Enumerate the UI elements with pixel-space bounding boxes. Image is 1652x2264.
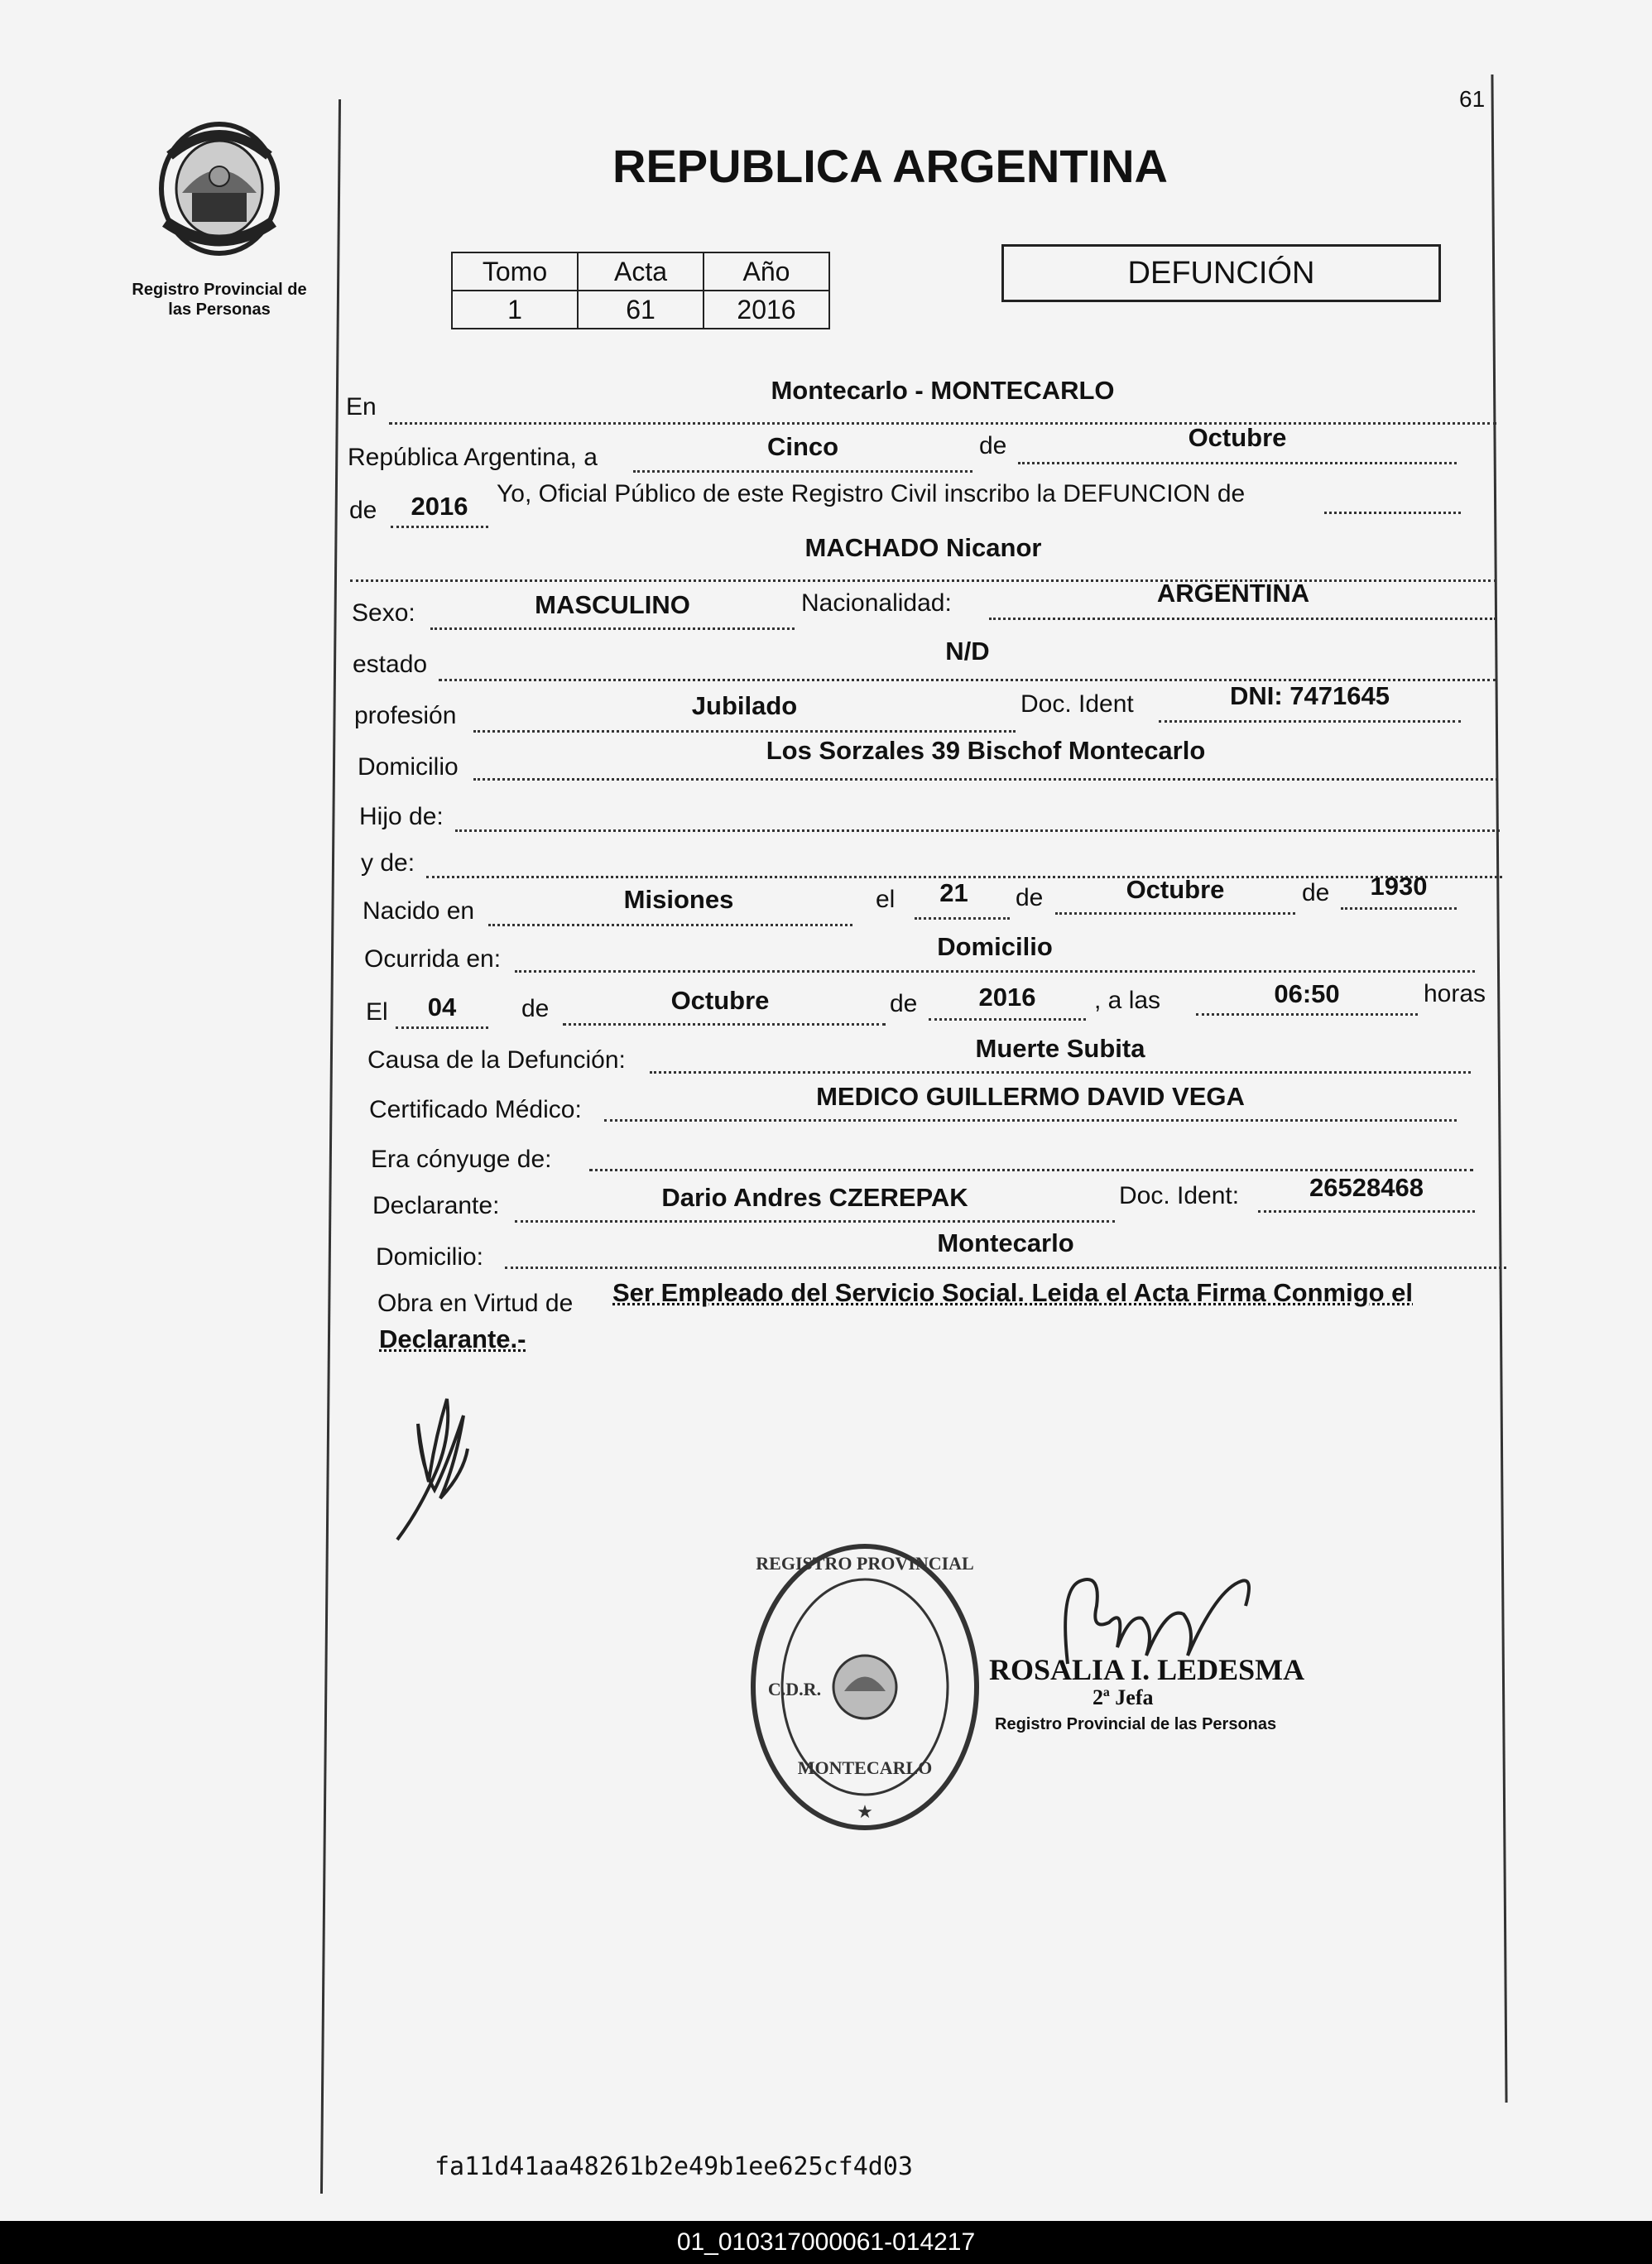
svg-text:C.D.R.: C.D.R.: [767, 1679, 822, 1699]
field-nac-mes: Octubre: [1126, 875, 1225, 904]
field-nombre: MACHADO Nicanor: [804, 533, 1042, 562]
label-declarante: Declarante:: [372, 1192, 500, 1219]
table-value-acta: 61: [578, 291, 704, 329]
label-el-2: El: [366, 998, 388, 1026]
registry-caption-2: las Personas: [168, 300, 271, 319]
table-header-anio: Año: [704, 252, 829, 291]
document-hash: fa11d41aa48261b2e49b1ee625cf4d03: [435, 2152, 913, 2181]
label-republica: República Argentina, a: [348, 444, 598, 471]
label-causa: Causa de la Defunción:: [367, 1046, 626, 1074]
field-obra-line-2: Declarante.-: [379, 1324, 526, 1353]
table-header-tomo: Tomo: [452, 252, 578, 291]
left-border-line: [320, 99, 341, 2194]
field-lugar: Montecarlo - MONTECARLO: [771, 376, 1115, 405]
field-hijo-de-line: [455, 796, 1500, 832]
field-mes: Octubre: [1188, 423, 1287, 452]
svg-text:★: ★: [857, 1801, 873, 1822]
label-de-6: de: [890, 990, 918, 1017]
official-office: Registro Provincial de las Personas: [995, 1715, 1277, 1733]
field-def-mes: Octubre: [670, 986, 770, 1015]
label-y-de: y de:: [361, 849, 415, 877]
label-doc-ident-2: Doc. Ident:: [1119, 1182, 1240, 1209]
table-value-tomo: 1: [452, 291, 578, 329]
field-yo-line: [1324, 478, 1461, 514]
label-certificado: Certificado Médico:: [369, 1096, 582, 1123]
svg-text:MONTECARLO: MONTECARLO: [797, 1757, 933, 1778]
field-nacido-en: Misiones: [623, 885, 734, 914]
svg-text:REGISTRO PROVINCIAL: REGISTRO PROVINCIAL: [756, 1553, 974, 1574]
field-domicilio-2: Montecarlo: [937, 1228, 1074, 1257]
page-number: 61: [1459, 86, 1486, 112]
misiones-coat-of-arms-logo: [149, 114, 290, 263]
field-sexo: MASCULINO: [535, 590, 690, 619]
field-causa: Muerte Subita: [975, 1034, 1145, 1063]
field-def-dia: 04: [427, 993, 457, 1021]
label-de-1: de: [979, 432, 1007, 459]
field-declarante-doc: 26528468: [1309, 1173, 1424, 1202]
label-hijo-de: Hijo de:: [359, 803, 444, 830]
field-ocurrida-en: Domicilio: [937, 932, 1053, 961]
field-declarante: Dario Andres CZEREPAK: [661, 1183, 968, 1212]
label-ocurrida-en: Ocurrida en:: [364, 945, 502, 973]
label-obra: Obra en Virtud de: [377, 1290, 574, 1317]
table-value-anio: 2016: [704, 291, 829, 329]
official-stamp: [745, 1538, 985, 1836]
label-profesion: profesión: [354, 702, 457, 729]
label-horas: horas: [1424, 980, 1486, 1007]
label-de-2: de: [349, 497, 377, 524]
document-title: REPUBLICA ARGENTINA: [612, 140, 1168, 192]
label-el: el: [876, 886, 896, 913]
field-dia: Cinco: [766, 432, 839, 461]
label-domicilio-2: Domicilio:: [376, 1243, 484, 1271]
record-table: [451, 252, 830, 329]
label-conyuge: Era cónyuge de:: [371, 1146, 552, 1173]
field-dni: DNI: 7471645: [1229, 681, 1390, 710]
label-en: En: [346, 393, 377, 421]
label-yo: Yo, Oficial Público de este Registro Civil inscribo la DEFUNCION de: [497, 480, 1246, 507]
field-anio: 2016: [411, 492, 468, 521]
field-profesion: Jubilado: [691, 691, 798, 720]
field-estado: N/D: [945, 637, 990, 666]
label-domicilio: Domicilio: [358, 753, 459, 781]
field-domicilio: Los Sorzales 39 Bischof Montecarlo: [766, 736, 1206, 765]
field-def-anio: 2016: [978, 983, 1036, 1012]
label-a-las: , a las: [1094, 987, 1161, 1014]
field-obra-line-1: Ser Empleado del Servicio Social. Leida el Acta Firma Conmigo el: [612, 1278, 1414, 1307]
registry-caption-1: Registro Provincial de: [132, 281, 307, 299]
field-conyuge-line: [589, 1136, 1473, 1171]
label-de-3: de: [1016, 884, 1044, 911]
label-nacido-en: Nacido en: [363, 897, 475, 925]
label-de-5: de: [521, 995, 550, 1022]
label-sexo: Sexo:: [352, 599, 415, 627]
document-type-box: DEFUNCIÓN: [1001, 244, 1441, 302]
label-de-4: de: [1302, 879, 1330, 906]
official-name: ROSALIA I. LEDESMA: [989, 1653, 1305, 1686]
official-role: 2ª Jefa: [1093, 1685, 1154, 1709]
table-header-acta: Acta: [578, 252, 704, 291]
declarant-signature: [389, 1391, 488, 1548]
field-certificado: MEDICO GUILLERMO DAVID VEGA: [816, 1082, 1245, 1111]
label-estado: estado: [353, 651, 428, 678]
field-nacionalidad: ARGENTINA: [1156, 579, 1310, 608]
label-nacionalidad: Nacionalidad:: [801, 589, 952, 617]
label-doc-ident: Doc. Ident: [1020, 690, 1134, 718]
field-nac-anio: 1930: [1370, 872, 1428, 901]
footer-code: 01_010317000061-014217: [0, 2221, 1652, 2264]
field-nac-dia: 21: [939, 878, 968, 907]
field-hora: 06:50: [1274, 979, 1340, 1008]
